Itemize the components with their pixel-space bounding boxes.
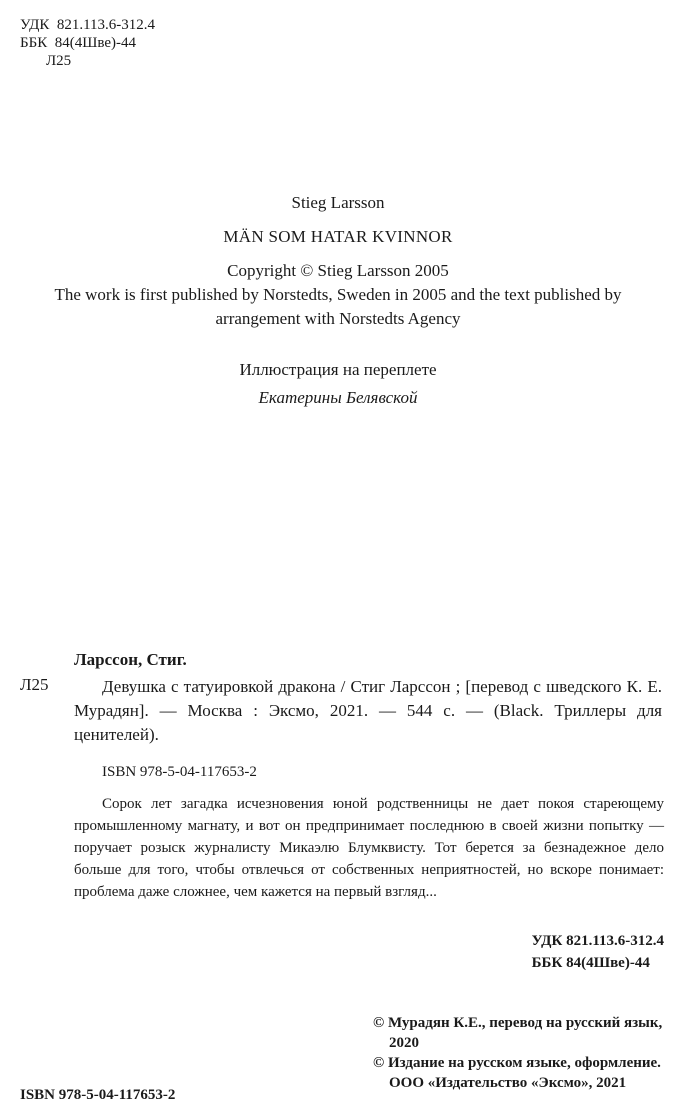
bibliographic-author-mark: Л25	[20, 675, 49, 694]
illustration-artist: Екатерины Белявской	[258, 388, 418, 407]
bibliographic-codes	[532, 930, 664, 974]
publication-note: The work is first published by Norstedts, Sweden in 2005 and the text published by arrangement with Norstedts Agency	[54, 285, 622, 328]
top-author-mark: Л25	[46, 53, 72, 69]
edition-copyright: © Издание на русском языке, оформление. ООО «Издательство «Эксмо», 2021	[373, 1055, 661, 1091]
bibliographic-bbk-code: ББК 84(4Шве)-44	[531, 955, 650, 971]
illustration-label: Иллюстрация на переплете	[239, 360, 437, 379]
copyright-notices	[373, 1013, 668, 1093]
top-udk-code: УДК 821.113.6-312.4	[20, 17, 156, 33]
original-title: MÄN SOM HATAR KVINNOR	[223, 227, 453, 246]
illustration-credit	[0, 356, 676, 412]
bibliographic-author-heading: Ларссон, Стиг.	[74, 650, 187, 669]
bibliographic-udk-code: УДК 821.113.6-312.4	[531, 933, 664, 949]
translation-copyright: © Мурадян К.Е., перевод на русский язык, 2020	[373, 1015, 663, 1051]
top-classification-codes	[20, 16, 155, 70]
annotation-text: Сорок лет загадка исчезновения юной родственницы не дает покоя стареющему промышленному магнату, и вот он предпринимает последнюю в своей жизни попытку — поручает розыск журналисту Микаэлю Блумквисту. Тот берется за безнадежное дело больше для того, чтобы отвлечься от собственных неприятностей, но вскоре понимает: проблема даже сложнее, чем кажется на первый взгляд...	[74, 796, 664, 900]
top-bbk-code: ББК 84(4Шве)-44	[20, 35, 137, 51]
copyright-block	[0, 259, 676, 331]
bottom-isbn: ISBN 978-5-04-117653-2	[20, 1087, 176, 1103]
bibliographic-isbn: ISBN 978-5-04-117653-2	[102, 764, 257, 780]
bibliographic-description: Девушка с татуировкой дракона / Стиг Ларссон ; [перевод с шведского К. Е. Мурадян]. — Москва : Эксмо, 2021. — 544 с. — (Black. Триллеры для ценителей).	[74, 677, 662, 744]
original-author: Stieg Larsson	[291, 193, 385, 212]
copyright-line: Copyright © Stieg Larsson 2005	[227, 261, 449, 280]
